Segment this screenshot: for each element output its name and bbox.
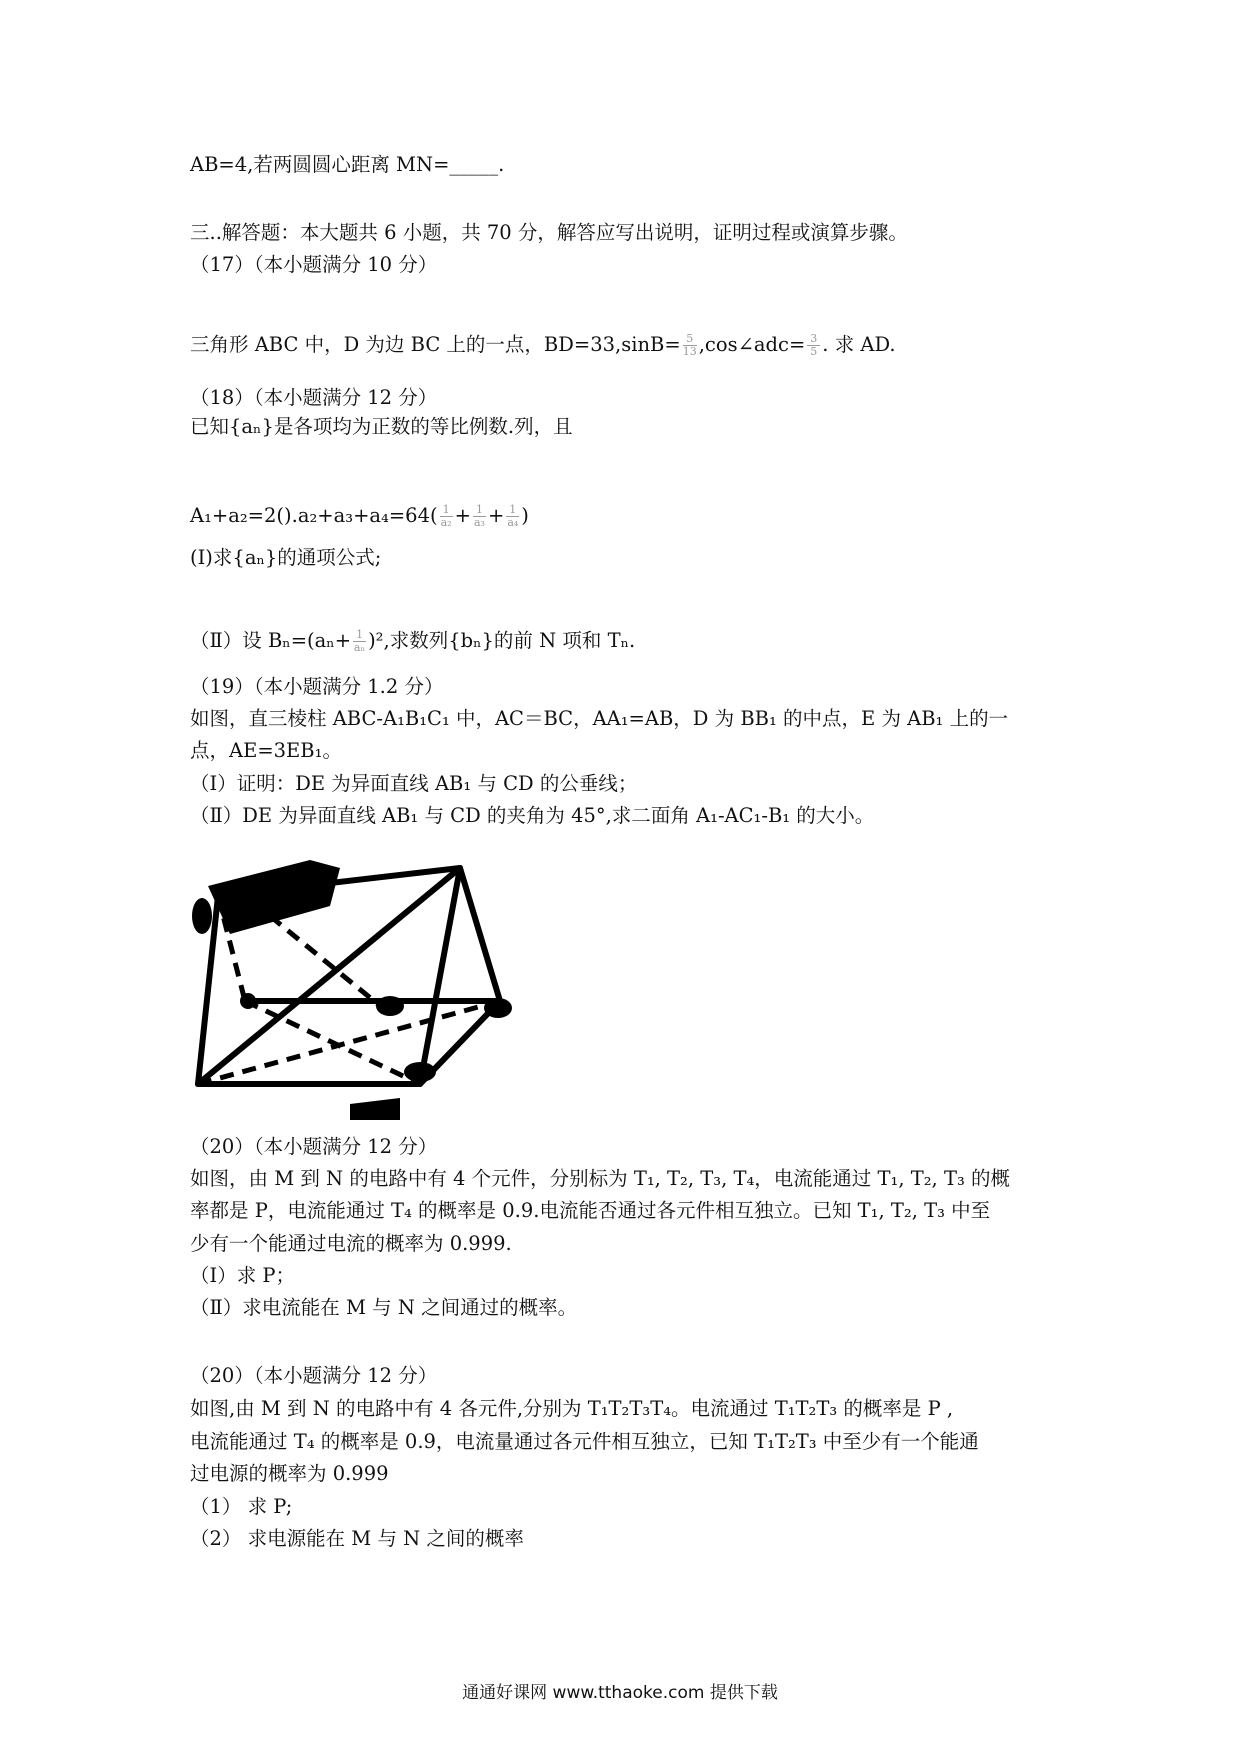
page-footer: 通通好课网 www.tthaoke.com 提供下载 [462,1683,778,1703]
text-segment: . 求 AD. [822,333,896,356]
text-line: （Ⅱ）求电流能在 M 与 N 之间通过的概率。 [190,1296,578,1319]
fraction-denominator: a₂ [440,516,452,529]
fraction-denominator: 13 [682,345,697,358]
text-line: 如图，由 M 到 N 的电路中有 4 个元件，分别标为 T₁, T₂, T₃, T₄，电流能通过 T₁, T₂, T₃ 的概 [190,1167,1010,1190]
text-line: （2） 求电源能在 M 与 N 之间的概率 [190,1527,524,1550]
text-segment: A₁+a₂=2().a₂+a₃+a₄=64( [190,504,438,527]
label-blot [240,993,256,1009]
fraction [353,629,366,654]
dashed-edge [198,1001,500,1084]
text-segment: （Ⅱ）设 Bₙ=(aₙ+ [190,629,352,652]
label-blot [484,998,512,1018]
text-line: （1） 求 P; [190,1495,293,1518]
text-line: （Ⅰ）证明：DE 为异面直线 AB₁ 与 CD 的公垂线； [190,772,638,795]
fraction-numerator: 1 [473,504,486,517]
text-line: 点，AE=3EB₁。 [190,739,342,762]
text-line: A₁+a₂=2().a₂+a₃+a₄=64( $\frac{1}{\text{a₂}}$ + $\frac{1}{\text{a₃}}$ + $\frac{1}{\text{a₄}}$ ) [190,503,529,529]
fraction-denominator: a₄ [507,516,519,529]
fraction [440,504,453,529]
prism-figure [190,846,545,1124]
text-line [190,628,635,654]
text-line: 如图，直三棱柱 ABC-A₁B₁C₁ 中，AC＝BC，AA₁=AB，D 为 BB₁ 的中点，E 为 AB₁ 上的一 [190,707,1009,730]
text-line: AB=4,若两圆圆心距离 MN=_____. [190,153,505,176]
problem-17-text [190,332,896,358]
label-blot [350,1098,400,1120]
text-line: （Ⅰ）求 P； [190,1264,296,1287]
problem-18-heading: （18）（本小题满分 12 分） [190,386,438,409]
fraction [683,333,697,358]
label-blot [404,1062,436,1082]
label-blot [192,898,212,934]
text-segment: 三角形 ABC 中，D 为边 BC 上的一点，BD=33,sinB= [190,333,681,356]
fraction-numerator: 1 [353,629,366,642]
text-segment: ,cos∠adc= [698,333,806,356]
fraction [473,504,486,529]
fraction-numerator: 1 [506,504,519,517]
problem-20-heading: （20）（本小题满分 12 分） [190,1135,438,1158]
label-blot [208,860,340,934]
text-line: 率都是 P，电流能通过 T₄ 的概率是 0.9.电流能否通过各元件相互独立。已知 T₁, T₂, T₃ 中至 [190,1199,991,1222]
fraction [807,333,820,358]
fraction-numerator: 1 [440,504,453,517]
text-line: 如图,由 M 到 N 的电路中有 4 各元件,分别为 T₁T₂T₃T₄。电流通过 T₁T₂T₃ 的概率是 P , [190,1397,954,1420]
text-line: 已知{aₙ}是各项均为正数的等比例数.列，且 [190,415,573,438]
problem-17-heading: （17）（本小题满分 10 分） [190,253,438,276]
problem-19-heading: （19）（本小题满分 1.2 分） [190,675,444,698]
fraction-numerator: 3 [807,333,820,346]
fraction-denominator: aₙ [353,641,366,654]
fraction-denominator: 5 [810,345,818,358]
text-segment: )²,求数列{bₙ}的前 N 项和 Tₙ. [368,629,636,652]
section-heading: 三..解答题：本大题共 6 小题，共 70 分，解答应写出说明，证明过程或演算步骤。 [190,221,908,244]
text-line: (Ⅰ)求{aₙ}的通项公式; [190,546,382,569]
text-line: （Ⅱ）DE 为异面直线 AB₁ 与 CD 的夹角为 45°,求二面角 A₁-AC₁-B₁ 的大小。 [190,804,875,827]
text-line: 少有一个能通过电流的概率为 0.999. [190,1232,512,1255]
text-line: 电流能通过 T₄ 的概率是 0.9，电流量通过各元件相互独立，已知 T₁T₂T₃ 中至少有一个能通 [190,1430,979,1453]
fraction-numerator: 5 [683,333,697,346]
problem-20-repeat-heading: （20）（本小题满分 12 分） [190,1364,438,1387]
fraction-denominator: a₃ [473,516,485,529]
edge [460,868,500,1001]
text-line: 过电源的概率为 0.999 [190,1462,389,1485]
label-blot [376,996,404,1016]
text-segment: ) [521,504,529,527]
fraction [506,504,519,529]
